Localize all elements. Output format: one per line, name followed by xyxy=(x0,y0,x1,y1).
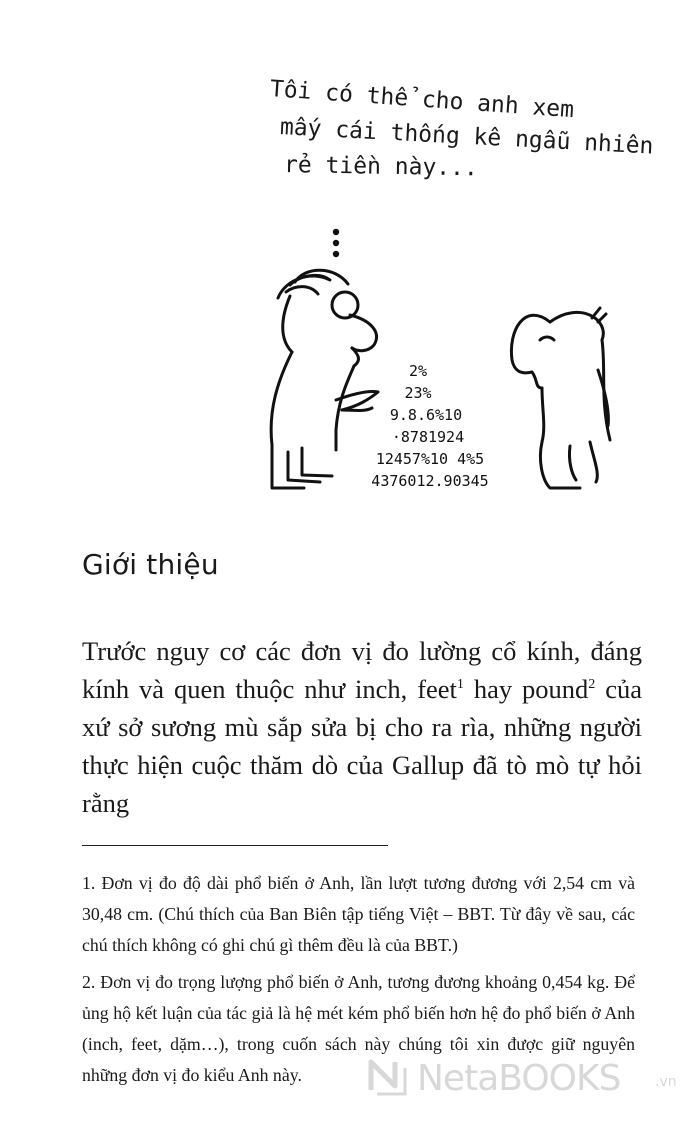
number-row-2: 23% xyxy=(404,384,432,402)
footnote-1: 1. Đơn vị đo độ dài phổ biến ở Anh, lần lượt tương đương với 2,54 cm và 30,48 cm. (Chú thích của Ban Biên tập tiếng Việt – BBT. Từ đây về sau, các chú thích không có ghi chú gì thêm đều là của BBT.) xyxy=(82,873,635,955)
number-row-5: 12457%10 4%5 xyxy=(375,450,485,468)
number-row-6: 4376012.90345 xyxy=(371,472,489,490)
number-row-3: 9.8.6%10 xyxy=(389,406,463,424)
speech-line-2: mấy cái thống kê ngẫu nhiên xyxy=(279,114,655,160)
body-text-part-3: của xứ sở sương mù sắp sửa bị cho ra rìa, những người thực hiện cuộc thăm dò của Gallup đã tò mò tự hỏi rằng xyxy=(82,674,642,818)
section-heading: Giới thiệu xyxy=(82,548,219,581)
left-man-figure xyxy=(271,270,378,488)
n-box-logo-icon xyxy=(365,1056,409,1096)
number-row-4: ·8781924 xyxy=(391,428,465,446)
body-text-part-1: Trước nguy cơ các đơn vị đo lường cổ kính, đáng kính và quen thuộc như inch, feet xyxy=(82,636,642,704)
footnote-2: 2. Đơn vị đo trọng lượng phổ biến ở Anh, tương đương khoảng 0,454 kg. Để ủng hộ kết luận của tác giả là hệ mét kém phổ biến hơn hệ đo phổ biến ở Anh (inch, feet, dặm…), trong cuốn sách này chúng tôi xin được giữ nguyên những đơn vị đo kiểu Anh này. xyxy=(82,972,635,1085)
watermark-suffix: .vn xyxy=(655,1074,677,1090)
cartoon-illustration xyxy=(250,70,670,510)
speech-line-1: Tôi có thể cho anh xem xyxy=(269,76,575,124)
number-pile xyxy=(371,362,488,490)
watermark-brand: NetaBOOKS xyxy=(417,1058,621,1099)
body-paragraph xyxy=(82,632,642,822)
footnote-ref-2: 2 xyxy=(588,677,596,692)
number-row-1: 2% xyxy=(408,362,428,380)
footnote-ref-1: 1 xyxy=(456,677,464,692)
watermark xyxy=(365,1052,695,1102)
right-man-figure xyxy=(511,308,610,488)
footnote-divider xyxy=(82,845,388,846)
cartoon-drawing xyxy=(250,70,670,510)
body-text-part-2: hay pound xyxy=(463,674,589,704)
thought-dots xyxy=(333,229,339,257)
speech-line-3: rẻ tiền này... xyxy=(283,152,479,182)
